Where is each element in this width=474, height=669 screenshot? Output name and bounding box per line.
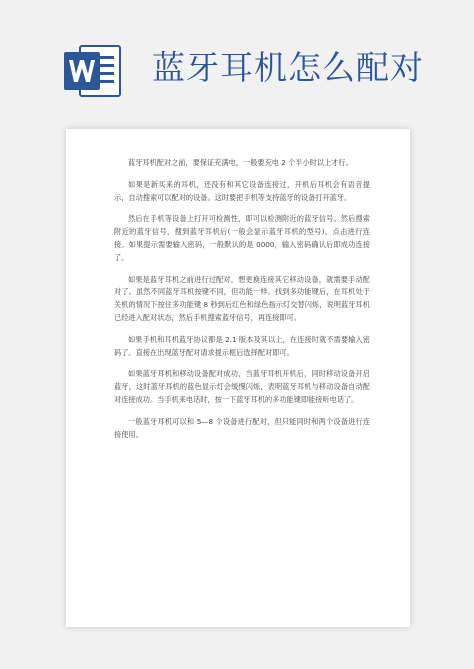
- paragraph: 如果蓝牙耳机和移动设备配对成功，当蓝牙耳机开机后，同时移动设备开启蓝牙，这时蓝牙耳机的蓝色显示灯会缓慢闪烁，表明蓝牙耳机与移动设备自动配对连接成功。当手机来电话时，按一下蓝牙耳机的多功能键即能接听电话了。: [114, 369, 370, 404]
- paragraph: 然后在手机等设备上打开可检测性，即可以检测附近的蓝牙信号。然后搜索附近的蓝牙信号，搜到蓝牙耳机后(一般会显示蓝牙耳机的型号)，点击进行连接。如果提示需要输入密码，一般默认的是 0000，输入密码确认后即成功连接了。: [114, 214, 370, 262]
- paragraph: 如果是新买来的耳机，还没有和其它设备连接过，开机后耳机会有语音提示，自动搜索可以配对的设备。这时要把手机等支持蓝牙的设备打开蓝牙。: [114, 179, 370, 202]
- bottom-strip: [0, 640, 474, 669]
- paragraph: 蓝牙耳机配对之前，要保证充满电，一般要充电 2 个半小时以上才行。: [128, 158, 353, 167]
- paragraph: 如果是蓝牙耳机之前进行过配对，想更换连接其它移动设备，就需要手动配对了。虽然不同蓝牙耳机按键不同，但功能一样。找到多功能键后，在耳机处于关机的情况下按住多功能键 8 秒到后红色和绿色指示灯交替闪烁，说明蓝牙耳机已经进入配对状态，然后手机搜索蓝牙信号，再连接即可。: [114, 274, 370, 322]
- page-title: 蓝牙耳机怎么配对: [152, 48, 424, 87]
- document-body: [114, 157, 370, 450]
- word-document-icon: [62, 40, 124, 102]
- header: [0, 0, 474, 120]
- paragraph: 如果手机和耳机蓝牙协议都是 2.1 版本及其以上，在连接时就不需要输入密码了。直接在出现蓝牙配对请求提示框后选择配对即可。: [114, 334, 370, 357]
- paragraph: 一般蓝牙耳机可以和 5—8 个设备进行配对，但只能同时和两个设备进行连接使用。: [114, 416, 370, 439]
- document-page: [66, 129, 410, 627]
